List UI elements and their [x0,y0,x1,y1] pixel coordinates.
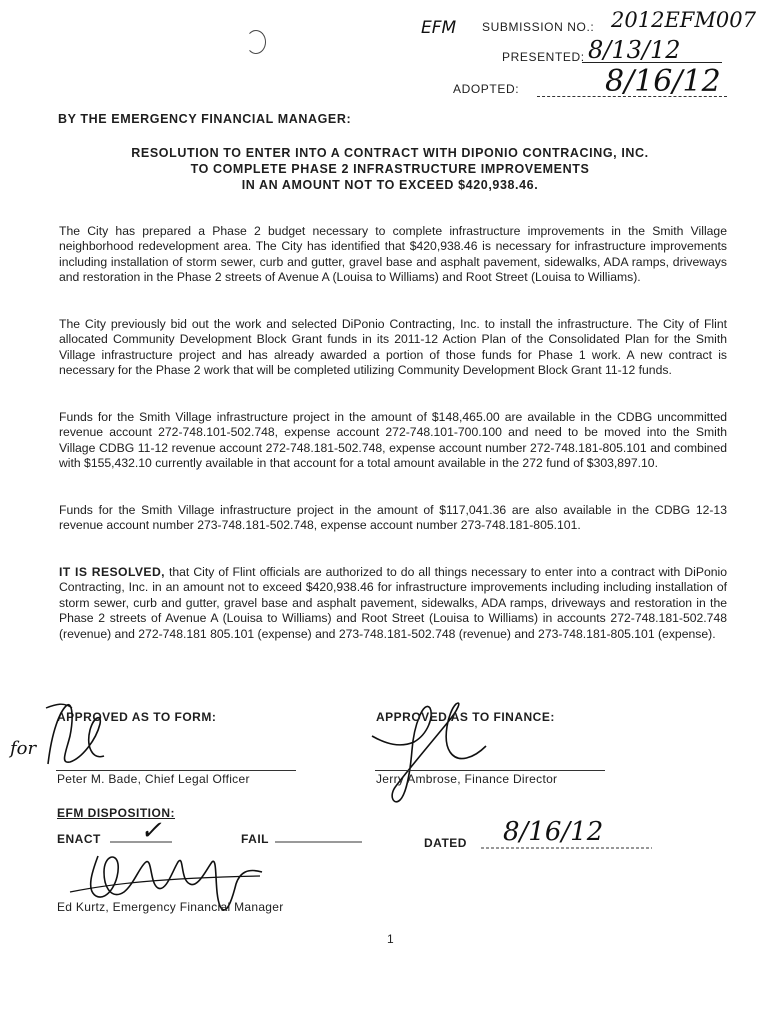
approved-finance-label: APPROVED AS TO FINANCE: [376,710,555,724]
manager-name: Ed Kurtz, Emergency Financial Manager [57,900,284,914]
finance-signature-line [375,770,605,771]
by-line: BY THE EMERGENCY FINANCIAL MANAGER: [58,112,352,126]
submission-number: 2012EFM007 [611,8,756,32]
dated-value: 8/16/12 [503,817,604,847]
title-line-2: TO COMPLETE PHASE 2 INFRASTRUCTURE IMPROVEMENTS [190,162,590,176]
legal-officer-signature [48,705,104,764]
approved-form-label: APPROVED AS TO FORM: [57,710,217,724]
presented-label: PRESENTED: [502,50,585,64]
for-initial: for [10,738,37,759]
fail-label: FAIL [241,832,269,846]
resolved-lead: IT IS RESOLVED, [59,565,165,579]
resolved-text: that City of Flint officials are authorized to do all things necessary to enter into a contract with DiPonio Contracting, Inc. in an amount not to exceed $420,938.46 for infrastructure improvements including including installation of storm sewer, curb and gutter, gravel base and asphalt pavement, sidewalks, ADA ramps, driveways and restoration in the Phase 2 streets of Avenue A (Louisa to Williams) and Root Street (Louisa to Williams) in accounts 272-748.181-502.748 (revenue) and 272-748.181 805.101 (expense) and 273-748.181-502.748 (revenue) and 273-748.181-805.101 (expense). [59,565,727,641]
title-line-1: RESOLUTION TO ENTER INTO A CONTRACT WITH DIPONIO CONTRACING, INC. [131,146,649,160]
paragraph-3: Funds for the Smith Village infrastructure project in the amount of $148,465.00 are available in the CDBG uncommitted revenue account 272-748.101-502.748, expense account 272-748.101-700.100 and need to be moved into the Smith Village CDBG 11-12 revenue account 272-748.181-502.748, expense account number 272-748.181-805.101 and combined with $155,432.10 currently available in that account for a total amount available in the 272 fund of $303,897.10. [59,410,727,471]
title-line-3: IN AN AMOUNT NOT TO EXCEED $420,938.46. [241,178,539,192]
paragraph-2: The City previously bid out the work and selected DiPonio Contracting, Inc. to install the infrastructure. The City of Flint allocated Community Development Block Grant funds in its 2011-12 Action Plan of the Consolidated Plan for the Smith Village infrastructure project and has already awarded a portion of those funds for Phase 1 work. A new contract is necessary for the Phase 2 work that will be completed utilizing Community Development Block Grant 11-12 funds. [59,317,727,378]
finance-signer-name: Jerry Ambrose, Finance Director [376,772,558,786]
paragraph-4: Funds for the Smith Village infrastructure project in the amount of $117,041.36 are also available in the CDBG 12-13 revenue account number 273-748.181-502.748, expense account number 273-748.181-805.101. [59,503,727,533]
presented-date: 8/13/12 [588,36,681,64]
adopted-date: 8/16/12 [605,64,721,99]
enact-check-mark: ✓ [140,816,162,846]
efm-prefix: EFM [421,18,457,38]
efm-disposition-label: EFM DISPOSITION: [57,806,176,820]
enact-label: ENACT [57,832,101,846]
page-number: 1 [387,932,394,946]
adopted-label: ADOPTED: [453,82,520,96]
form-signer-name: Peter M. Bade, Chief Legal Officer [57,772,250,786]
dated-label: DATED [424,836,467,850]
paragraph-1: The City has prepared a Phase 2 budget necessary to complete infrastructure improvements in the Smith Village neighborhood redevelopment area. The City has identified that $420,938.46 is necessary for infrastructure improvements including installation of storm sewer, curb and gutter, gravel base and asphalt pavement, sidewalks, ADA ramps, driveways and restoration in the Phase 2 streets of Avenue A (Louisa to Williams) and Root Street (Louisa to Williams). [59,224,727,285]
submission-label: SUBMISSION NO.: [482,20,595,34]
form-signature-line [56,770,296,771]
